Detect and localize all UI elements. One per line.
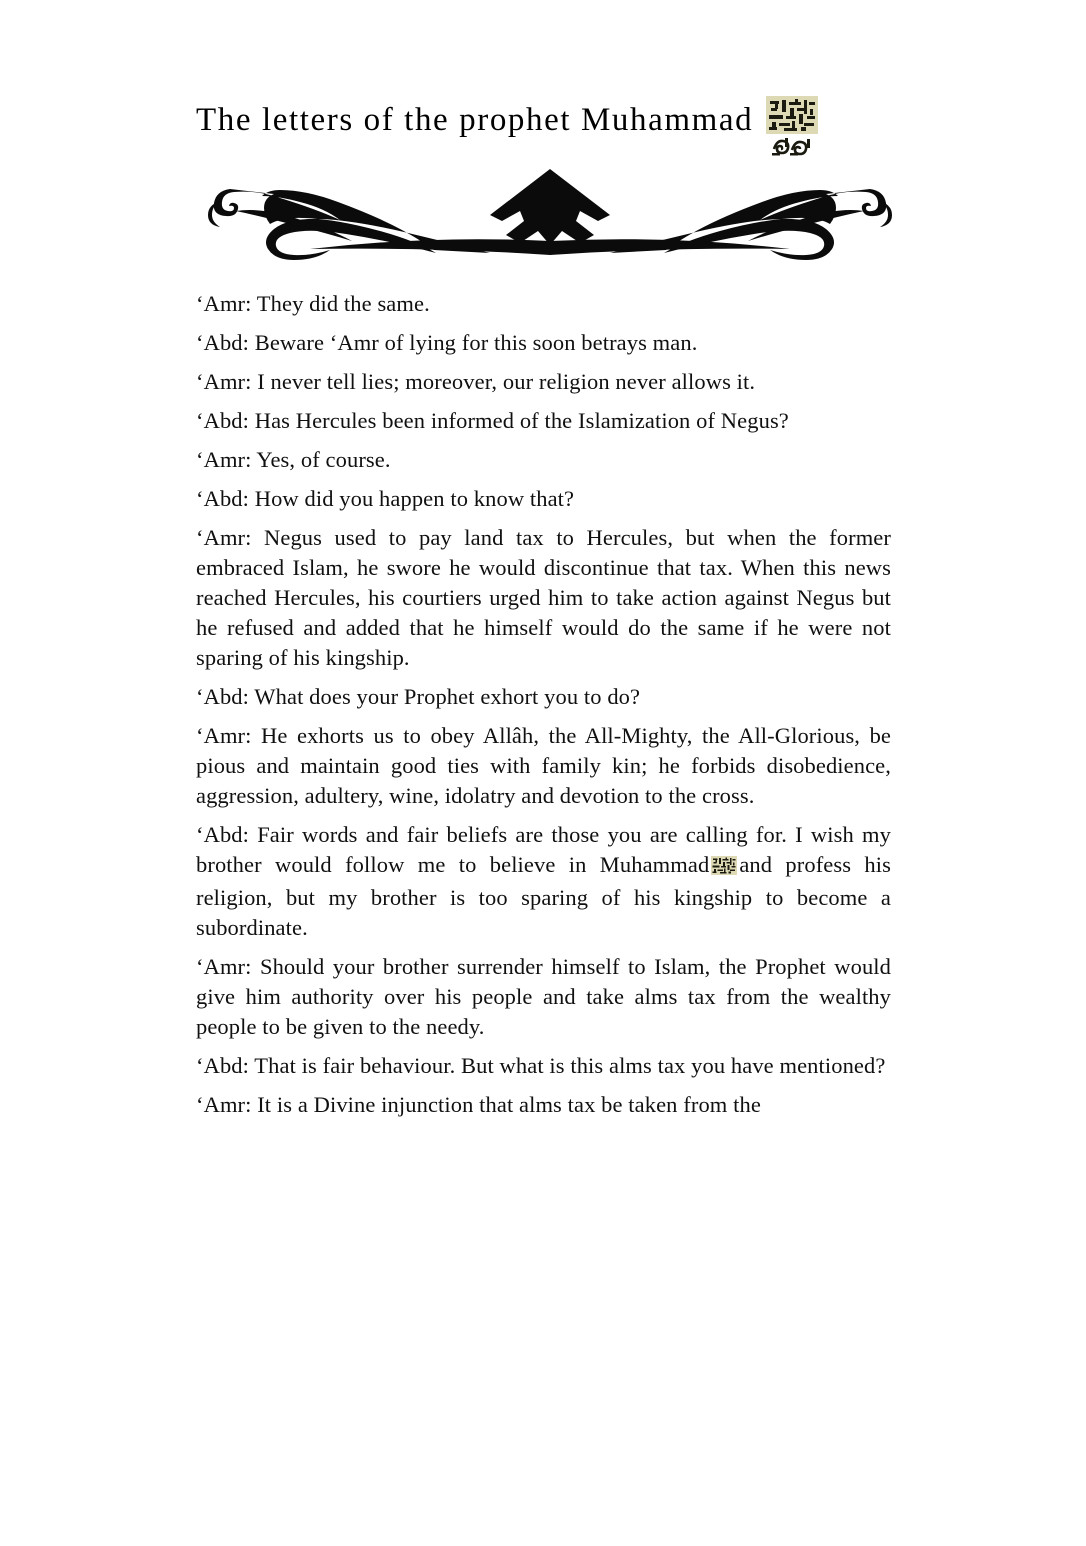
page-title: The letters of the prophet Muhammad bbox=[196, 102, 754, 138]
dialogue-paragraph: ‘Abd: How did you happen to know that? bbox=[196, 486, 575, 511]
dialogue-paragraph: ‘Amr: Yes, of course. bbox=[196, 447, 391, 472]
title-row bbox=[196, 96, 896, 157]
salla-allahu-alayhi-wa-sallam-seal-icon bbox=[766, 96, 818, 134]
paragraph-text-after-seal: and profess his religion, but my brother is too sparing of his kingship to become a subordinate. bbox=[196, 852, 891, 940]
body-text-column bbox=[196, 289, 891, 1120]
dialogue-paragraph: ‘Amr: They did the same. bbox=[196, 291, 430, 316]
dialogue-paragraph: ‘Amr: Should your brother surrender himself to Islam, the Prophet would give him authority over his people and take alms tax from the wealthy people to be given to the needy. bbox=[196, 954, 891, 1039]
dialogue-paragraph: ‘Abd: Beware ‘Amr of lying for this soon betrays man. bbox=[196, 330, 698, 355]
ornamental-divider bbox=[190, 165, 910, 263]
dialogue-paragraph-with-seal bbox=[196, 820, 891, 943]
salla-allahu-alayhi-wa-sallam-seal-icon bbox=[711, 853, 737, 883]
dialogue-paragraph: ‘Amr: It is a Divine injunction that alms tax be taken from the bbox=[196, 1092, 761, 1117]
calligraphic-flourish-icon bbox=[190, 165, 910, 263]
dialogue-paragraph: ‘Amr: He exhorts us to obey Allâh, the All-Mighty, the All-Glorious, be pious and maintain good ties with family kin; he forbids disobedience, aggression, adultery, wine, idolatry and devotion to the cross. bbox=[196, 723, 891, 808]
dialogue-paragraph: ‘Amr: I never tell lies; moreover, our religion never allows it. bbox=[196, 369, 756, 394]
dialogue-paragraph: ‘Abd: Has Hercules been informed of the Islamization of Negus? bbox=[196, 408, 789, 433]
dialogue-paragraph: ‘Abd: What does your Prophet exhort you to do? bbox=[196, 684, 641, 709]
dialogue-paragraph: ‘Abd: That is fair behaviour. But what is this alms tax you have mentioned? bbox=[196, 1053, 886, 1078]
page-header bbox=[196, 96, 896, 176]
dialogue-paragraph: ‘Amr: Negus used to pay land tax to Hercules, but when the former embraced Islam, he swore he would discontinue that tax. When this news reached Hercules, his courtiers urged him to take action against Negus but he refused and added that he himself would do the same if he were not sparing of his kingship. bbox=[196, 525, 891, 670]
paragraph-text-before-seal: ‘Abd: Fair words and fair beliefs are those you are calling for. I wish my brother would follow me to believe in Muhammad bbox=[196, 822, 891, 877]
header-seal-stack bbox=[763, 96, 821, 157]
calligraphic-sub-seal-icon bbox=[771, 135, 813, 157]
